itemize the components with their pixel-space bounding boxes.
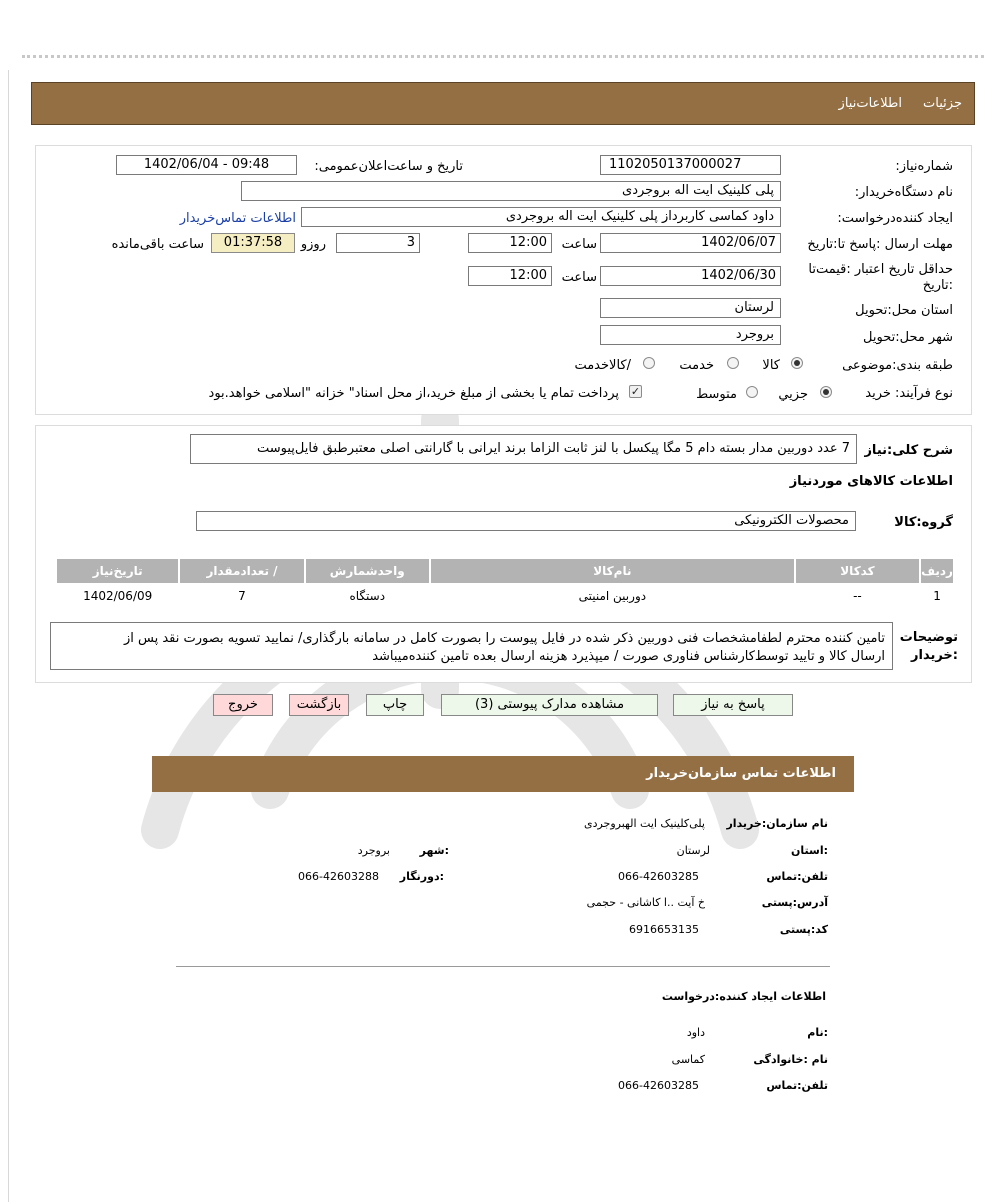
- top-dotted-divider: [22, 55, 984, 58]
- buyer-notes-field[interactable]: [50, 622, 893, 670]
- validity-time-label: ساعت: [561, 270, 597, 285]
- buyer-contact-header: [152, 756, 854, 792]
- page-left-border: [8, 70, 9, 1202]
- process-option-medium: متوسط: [696, 387, 737, 402]
- contact-province-label: :استان: [791, 844, 828, 857]
- col-header-code: کدکالا: [796, 559, 919, 583]
- creator-name-label: :نام: [807, 1026, 828, 1039]
- header-title-need-info: اطلاعات‌نیاز: [838, 96, 902, 111]
- deadline-time-field[interactable]: 12:00: [468, 233, 552, 253]
- days-field[interactable]: 3: [336, 233, 420, 253]
- exit-button[interactable]: خروج: [213, 694, 273, 716]
- contact-postal-label: کد:پستی: [779, 923, 828, 936]
- category-option-service: خدمت: [679, 358, 714, 373]
- validity-label-line1: حداقل تاریخ اعتبار :قیمت‌تا: [808, 262, 953, 277]
- buyer-contact-link[interactable]: اطلاعات تماس‌خریدار: [179, 211, 296, 226]
- cell-code: --: [796, 585, 919, 607]
- cell-need-date: 1402/06/09: [57, 585, 178, 607]
- deadline-time-label: ساعت: [561, 237, 597, 252]
- contact-address-value: خ آیت ..ا کاشانی - حجمی: [586, 896, 705, 909]
- category-label: طبقه بندی:موضوعی: [842, 358, 953, 373]
- contact-city-label: :شهر: [419, 844, 449, 857]
- creator-name-value: داود: [686, 1026, 705, 1039]
- process-option-minor: جزیي: [778, 387, 808, 402]
- contact-divider: [176, 966, 830, 967]
- validity-date-field[interactable]: 1402/06/30: [600, 266, 781, 286]
- creator-family-label: نام :خانوادگی: [753, 1053, 828, 1066]
- print-button[interactable]: چاپ: [366, 694, 424, 716]
- days-label: روزو: [300, 237, 326, 252]
- table-row: [57, 585, 953, 607]
- goods-table: [55, 557, 955, 609]
- city-field[interactable]: بروجرد: [600, 325, 781, 345]
- announce-date-label: تاریخ و ساعت‌اعلان‌عمومی:: [314, 159, 463, 174]
- buyer-contact-title: اطلاعات تماس سازمان‌خریدار: [646, 766, 836, 781]
- payment-treasury-text: پرداخت تمام یا بخشی از مبلغ خرید،از محل اسناد" خزانه "اسلامی خواهد.بود: [208, 386, 619, 401]
- contact-fax-value: 066-42603288: [298, 870, 379, 883]
- col-header-name: نام‌کالا: [431, 559, 794, 583]
- need-number-field[interactable]: 1102050137000027: [600, 155, 781, 175]
- summary-field[interactable]: 7 عدد دوربین مدار بسته دام 5 مگا پیکسل با لنز ثابت الزاما برند ایرانی با گارانتی اصلی معتبرطبق فایل‌پیوست: [190, 434, 857, 464]
- category-option-goods: کالا: [762, 358, 780, 373]
- creator-family-value: کماسی: [671, 1053, 705, 1066]
- cell-quantity: 7: [180, 585, 303, 607]
- category-option-goods-service: /کالاخدمت: [574, 358, 631, 373]
- goods-info-title: اطلاعات کالاهای مورد‌نیاز: [789, 474, 953, 489]
- validity-time-field[interactable]: 12:00: [468, 266, 552, 286]
- contact-city-value: بروجرد: [357, 844, 390, 857]
- category-radio-service[interactable]: [727, 357, 739, 369]
- creator-label: ایجاد کننده‌درخواست:: [837, 211, 953, 226]
- buyer-notes-label-line1: توضیحات: [899, 630, 958, 645]
- contact-province-value: لرستان: [676, 844, 710, 857]
- col-header-quantity: / تعدادمقدار: [180, 559, 303, 583]
- creator-info-title: اطلاعات ایجاد کننده:درخواست: [661, 990, 826, 1003]
- buyer-org-label: نام دستگاه‌خریدار:: [854, 185, 953, 200]
- province-label: استان محل:تحویل: [855, 303, 953, 318]
- creator-phone-label: تلفن:تماس: [766, 1079, 828, 1092]
- province-field[interactable]: لرستان: [600, 298, 781, 318]
- header-title-details: جزئیات: [923, 96, 962, 111]
- contact-org-value: پلی‌کلینیک ایت الهبروجردی: [583, 817, 705, 830]
- deadline-date-field[interactable]: 1402/06/07: [600, 233, 781, 253]
- details-header-bar: [31, 82, 975, 125]
- view-attachments-button[interactable]: مشاهده مدارک پیوستی (3): [441, 694, 658, 716]
- process-radio-minor[interactable]: [820, 386, 832, 398]
- validity-label-line2: :تاریخ: [922, 278, 953, 293]
- process-radio-medium[interactable]: [746, 386, 758, 398]
- cell-unit: دستگاه: [306, 585, 429, 607]
- buyer-notes-line2: ارسال کالا و تایید توسط‌کارشناس فناوری صورت / میپذیرد هزینه ارسال بعده تامین کننده‌میباشد: [372, 649, 885, 664]
- buyer-org-field[interactable]: پلی کلینیک ایت اله بروجردی: [241, 181, 781, 201]
- buyer-notes-line1: تامین کننده محترم لطفا‌مشخصات فنی دوربین ذکر شده در فایل پیوست را بصورت کامل در سامانه بارگذاری/ نمایید تسویه بصورت نقد پس از: [123, 631, 885, 646]
- col-header-row: ردیف: [921, 559, 953, 583]
- col-header-need-date: تاریخ‌نیاز: [57, 559, 178, 583]
- deadline-label: مهلت ارسال :پاسخ تا:تاریخ: [807, 237, 953, 252]
- process-type-label: نوع فرآیند: خرید: [865, 386, 953, 401]
- need-number-label: شماره‌نیاز:: [895, 159, 953, 174]
- back-button[interactable]: بازگشت: [289, 694, 349, 716]
- contact-phone-label: تلفن:تماس: [766, 870, 828, 883]
- payment-checkbox[interactable]: ✓: [630, 385, 641, 398]
- category-radio-goods[interactable]: [791, 357, 803, 369]
- announce-date-field[interactable]: 1402/06/04 - 09:48: [116, 155, 297, 175]
- remaining-time-field: 01:37:58: [211, 233, 295, 253]
- category-radio-goods-service[interactable]: [643, 357, 655, 369]
- col-header-unit: واحدشمارش: [306, 559, 429, 583]
- contact-fax-label: :دورنگار: [399, 870, 444, 883]
- reply-button[interactable]: پاسخ به نیاز: [673, 694, 793, 716]
- cell-name: دوربین امنیتی: [431, 585, 794, 607]
- contact-address-label: آدرس:پستی: [761, 896, 828, 909]
- buyer-notes-label-line2: :خریدار: [911, 648, 958, 663]
- goods-group-field[interactable]: محصولات الکترونیکی: [196, 511, 856, 531]
- contact-postal-value: 6916653135: [629, 923, 699, 936]
- goods-group-label: گروه:کالا: [894, 515, 953, 530]
- creator-field[interactable]: داود کماسی کاربرداز پلی کلینیک ایت اله بروجردی: [301, 207, 781, 227]
- contact-phone-value: 066-42603285: [618, 870, 699, 883]
- contact-org-label: نام سازمان:خریدار: [726, 817, 828, 830]
- cell-row: 1: [921, 585, 953, 607]
- remaining-time-label: ساعت باقی‌مانده: [111, 237, 204, 252]
- creator-phone-value: 066-42603285: [618, 1079, 699, 1092]
- city-label: شهر محل:تحویل: [863, 330, 953, 345]
- summary-label: شرح کلی:نیاز: [864, 443, 953, 458]
